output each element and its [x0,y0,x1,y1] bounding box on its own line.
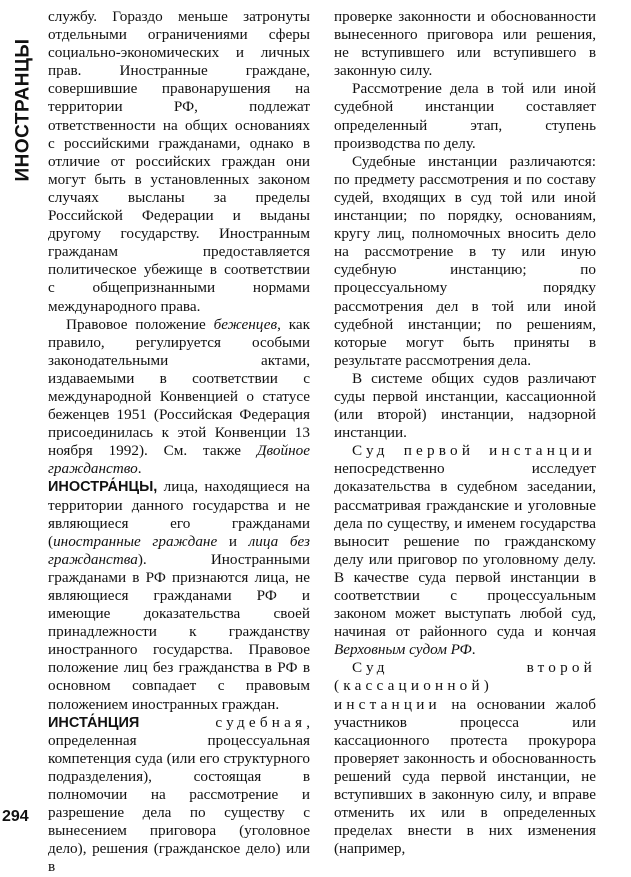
text-run: на основании жалоб участников процесса или кассационного протеста прокурора проверяет законность и обоснованность решений суда первой инстанции, не вступивших в законную силу, и вправе отменить их или в определенных пределах внести в них изменения (например, [334,695,596,858]
entry-headword: ИНСТА́НЦИЯ [48,714,140,731]
right-paragraph-3: Судебные инстанции различаются: по предмету рассмотрения и по составу судей, входящих в суд той или иной инстанции; по порядку, основаниям, кругу лиц, полномочных вносить дело на рассмотрение в ту или иную судебную инстанцию; по процессуальному порядку рассмотрения дел в той или иной судебной инстанции; по решениям, которые могут быть приняты в результате рассмотрения дела. [334,152,596,369]
text-run: и [217,532,249,550]
spaced-term: Суд первой инстанции [352,442,596,460]
italic-term: лица без гражданства [48,532,310,568]
right-paragraph-2: Рассмотрение дела в той или иной судебной инстанции составляет определенный этап, ступень производства по делу. [334,80,596,152]
entry-headword: ИНОСТРА́НЦЫ, [48,479,158,496]
right-paragraph-6 [334,659,596,858]
left-paragraph-1: службу. Гораздо меньше затронуты отдельными ограничениями сферы социально-экономических и личных прав. Иностранные граждане, совершившие правонарушения на территории РФ, подлежат ответственности на общих основаниях с российскими гражданами, однако в отличие от российских граждан они могут быть в установленных законом случаях высланы за пределы Российской Федерации и выданы другому государству. Иностранным гражданам предоставляется политическое убежище в соответствии с общепризнанными нормами международного права. [48,8,310,315]
entry-instantsiya [48,714,310,877]
text-run: , определенная процессуальная компетенция суда (или его структурного подразделения), состоящая в полномочии на рассмотрение и разрешение дела по существу с вынесением приговора (уголовное дело), решения (гражданское дело) или в [48,713,310,876]
right-column [334,8,596,858]
right-paragraph-1: проверке законности и обоснованности вынесенного приговора или решения, не вступившего или вступившего в законную силу. [334,8,596,80]
spaced-term: Суд второй (кассационной) инстанции [334,659,596,713]
text-run: , как правило, регулируется особыми законодательными актами, издаваемыми в соответствии с международной Конвенцией о статусе беженцев 1951 (Российская Федерация присоединилась к этой Конвенции 13 ноября 1992). См. также [48,315,310,460]
text-run: . [471,641,476,659]
running-head-text: ИНОСТРАНЦЫ [12,38,33,182]
page-number: 294 [2,808,29,825]
italic-term: беженцев [213,315,278,333]
cross-reference: Верховным судом РФ [334,641,472,659]
text-run: . [137,460,142,478]
text-run: лица, находящиеся на территории данного государства и не являющиеся его гражданами ( [48,478,310,550]
text-run: непосредственно исследует доказательства в судебном заседании, рассматривая гражданские и уголовные дела по существу, и именем государства выносит решение по гражданскому делу или приговор по уголовному делу. В качестве суда первой инстанции в соответствии с процессуальным законом может выступать любой суд, начиная от районного суда и кончая [334,460,596,641]
spaced-term: судебная [139,713,307,731]
left-paragraph-2 [48,316,310,479]
text-run: ). Иностранными гражданами в РФ признаются лица, не являющиеся гражданами РФ и имеющие доказательства своей принадлежности к гражданству иностранного государства. Правовое положение лиц без гражданства в РФ в основном совпадает с правовым положением иностранных граждан. [48,550,310,713]
right-paragraph-5 [334,442,596,659]
left-column [48,8,310,877]
text-run: Правовое положение [66,315,214,333]
running-head [3,30,43,190]
entry-inostrantsy [48,478,310,713]
right-paragraph-4: В системе общих судов различают суды первой инстанции, кассационной (или второй) инстанции, надзорной инстанции. [334,369,596,442]
italic-term: иностранные граждане [53,532,218,550]
cross-reference: Двойное гражданство [48,442,310,478]
